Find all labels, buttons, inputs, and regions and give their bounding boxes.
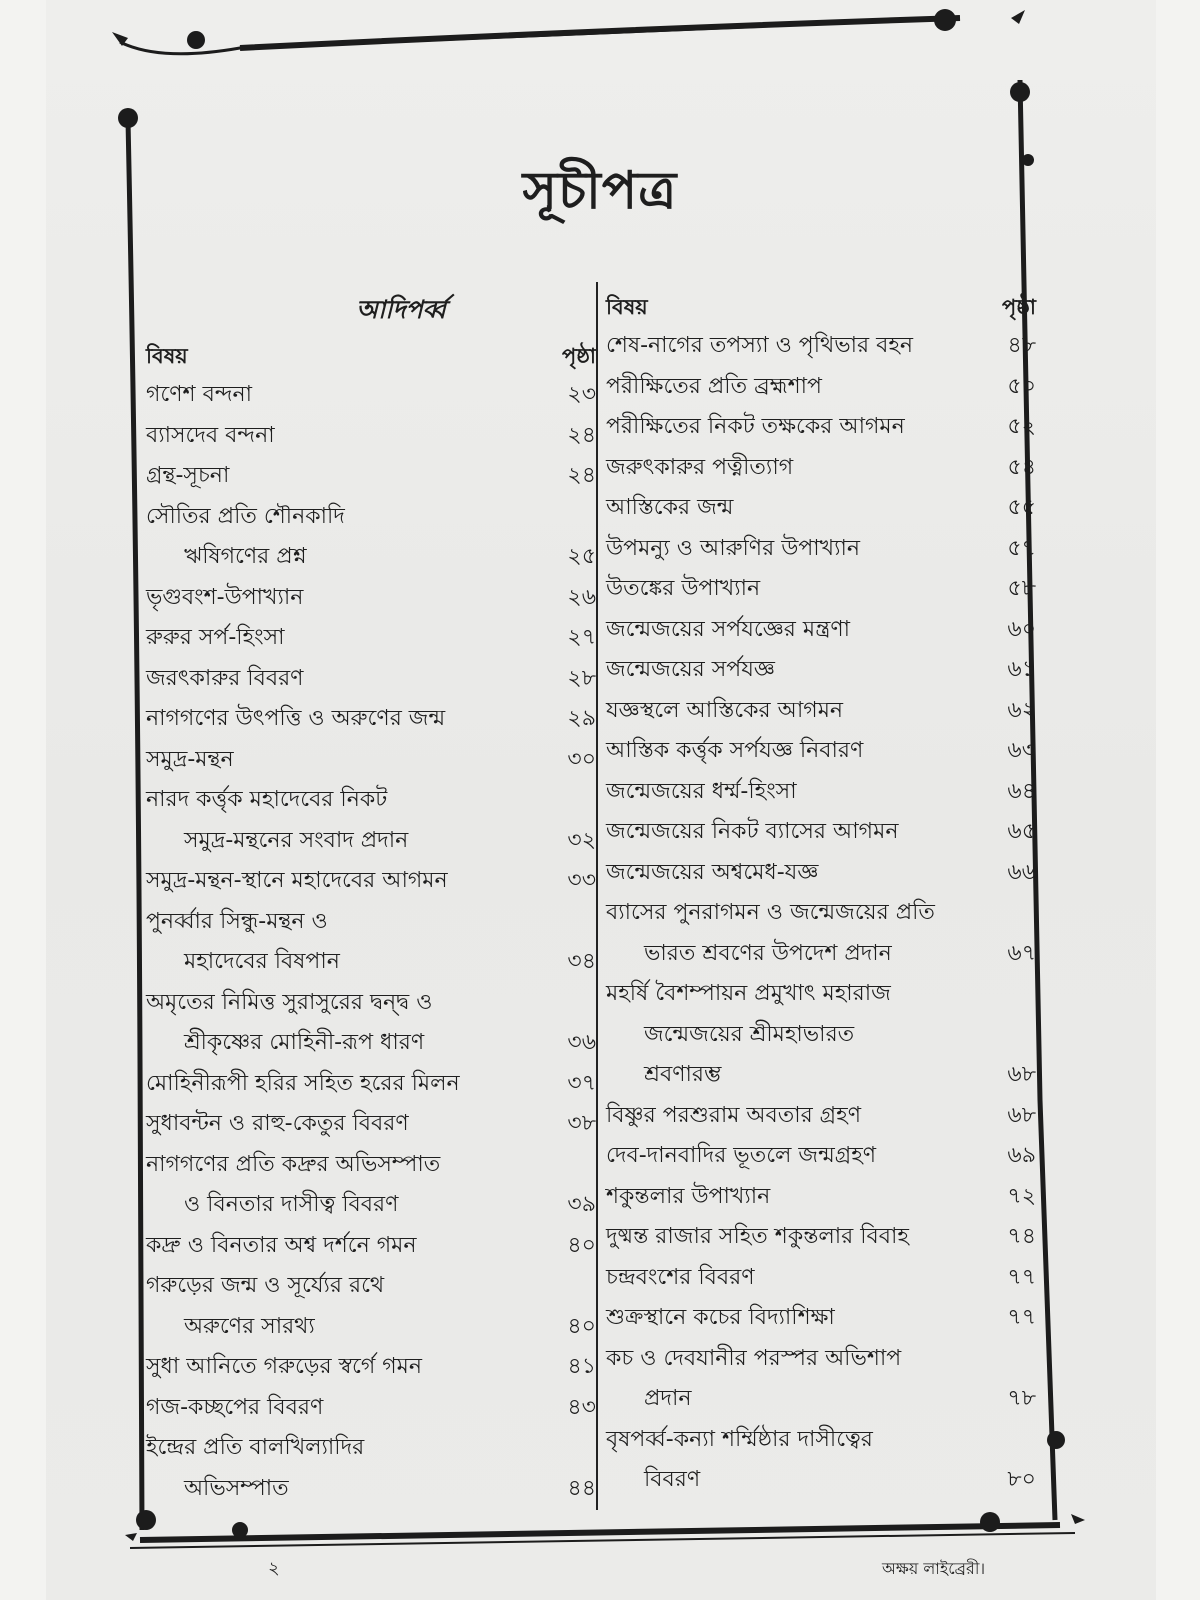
toc-entry [146, 456, 596, 497]
toc-entry [146, 1428, 596, 1469]
toc-entry [606, 1177, 1036, 1218]
entry-page: ৪৪ [567, 1475, 596, 1501]
entry-title: জন্মেজয়ের ধর্ম্ম-হিংসা [606, 778, 797, 804]
toc-entry [146, 618, 596, 659]
entry-title: ব্যাসদেব বন্দনা [146, 422, 275, 448]
entry-page: ৬৮ [1007, 1062, 1036, 1087]
toc-entry [146, 1307, 596, 1348]
toc-entry [606, 1460, 1036, 1501]
entry-title: নারদ কর্ত্তৃক মহাদেবের নিকট [146, 787, 388, 812]
entry-page: ৭২ [1007, 1183, 1036, 1209]
toc-entry [606, 731, 1036, 772]
entry-title: অভিসম্পাত [184, 1475, 289, 1501]
entry-title: বিষ্ণুর পরশুরাম অবতার গ্রহণ [606, 1102, 862, 1128]
entry-title: দেব-দানবাদির ভূতলে জন্মগ্রহণ [606, 1143, 877, 1168]
toc-entry [606, 1136, 1036, 1177]
entry-title: উতঙ্কের উপাখ্যান [606, 576, 761, 601]
entry-title: শ্রবণারম্ভ [644, 1062, 722, 1087]
toc-entry [146, 902, 596, 943]
entry-page: ২৮ [567, 665, 596, 691]
toc-entry [606, 853, 1036, 894]
entry-page: ৩৮ [567, 1111, 596, 1136]
page-header: পৃষ্ঠা [1001, 295, 1036, 319]
toc-entry [146, 861, 596, 902]
entry-page: ৬১ [1007, 657, 1036, 682]
toc-entry [146, 1266, 596, 1307]
entry-title: গজ-কচ্ছপের বিবরণ [146, 1394, 324, 1420]
entry-page: ৬৩ [1007, 738, 1036, 763]
toc-entry [146, 1388, 596, 1429]
toc-entry [146, 740, 596, 781]
page-header: পৃষ্ঠা [561, 344, 596, 368]
page-number: ২ [268, 1558, 280, 1579]
entry-title: ভৃগুবংশ-উপাখ্যান [146, 584, 304, 610]
entry-page: ৩৭ [567, 1070, 596, 1096]
toc-entry [606, 1298, 1036, 1339]
entry-title: আস্তিকের জন্ম [606, 495, 734, 520]
toc-entry [606, 1096, 1036, 1137]
toc-entry [606, 1339, 1036, 1380]
entry-page: ৫২ [1007, 414, 1036, 439]
entry-page: ৭৪ [1007, 1224, 1036, 1249]
entry-page: ৭৮ [1007, 1386, 1036, 1411]
toc-entry [606, 934, 1036, 975]
entry-page: ৬০ [1007, 616, 1036, 642]
entry-page: ৭৭ [1007, 1264, 1036, 1290]
entry-title: ও বিনতার দাসীত্ব বিবরণ [184, 1192, 399, 1217]
entry-page: ৩২ [567, 827, 596, 853]
entry-title: গ্রন্থ-সূচনা [146, 463, 230, 488]
entry-title: জন্মেজয়ের শ্রীমহাভারত [644, 1021, 855, 1047]
toc-entry [606, 488, 1036, 529]
entry-page: ৩৩ [567, 868, 596, 893]
entry-title: সমুদ্র-মন্থনের সংবাদ প্রদান [184, 827, 409, 853]
entry-title: ঋষিগণের প্রশ্ন [184, 544, 307, 569]
toc-entry [606, 772, 1036, 813]
toc-entry [606, 1015, 1036, 1056]
entry-title: শেষ-নাগের তপস্যা ও পৃথিভার বহন [606, 333, 914, 358]
column-divider [596, 282, 598, 1510]
entry-title: নাগগণের প্রতি কদ্রুর অভিসম্পাত [146, 1151, 441, 1177]
toc-entry [146, 375, 596, 416]
entry-title: দুষ্মন্ত রাজার সহিত শকুন্তলার বিবাহ [606, 1224, 909, 1249]
subject-header: বিষয় [606, 295, 648, 319]
entry-title: আস্তিক কর্ত্তৃক সর্পযজ্ঞ নিবারণ [606, 738, 864, 763]
entry-page: ৪৮ [1007, 333, 1036, 358]
toc-entry [146, 1226, 596, 1267]
toc-entry [606, 569, 1036, 610]
entry-title: গণেশ বন্দনা [146, 382, 252, 407]
toc-list [146, 375, 596, 1509]
entry-title: মোহিনীরূপী হরির সহিত হরের মিলন [146, 1070, 460, 1096]
entry-page: ৪১ [567, 1354, 596, 1379]
toc-entry [146, 416, 596, 457]
entry-page: ৬৪ [1007, 778, 1036, 804]
entry-title: জরৎকারুর বিবরণ [146, 665, 304, 691]
entry-page: ৩৪ [567, 949, 596, 974]
entry-page: ৬২ [1007, 697, 1036, 723]
toc-entry [146, 983, 596, 1024]
toc-entry [606, 1420, 1036, 1461]
entry-title: সমুদ্র-মন্থন-স্থানে মহাদেবের আগমন [146, 868, 448, 893]
entry-title: শকুন্তলার উপাখ্যান [606, 1183, 771, 1209]
entry-title: সৌতির প্রতি শৌনকাদি [146, 503, 345, 529]
toc-entry [146, 1469, 596, 1510]
toc-entry [606, 610, 1036, 651]
entry-page: ২৯ [567, 706, 596, 731]
toc-entry [606, 407, 1036, 448]
subject-header: বিষয় [146, 344, 188, 368]
toc-entry [146, 1104, 596, 1145]
entry-page: ২৭ [567, 625, 596, 650]
entry-page: ৮০ [1007, 1467, 1036, 1492]
entry-title: ভারত শ্রবণের উপদেশ প্রদান [644, 940, 892, 966]
entry-title: জরুৎকারুর পত্নীত্যাগ [606, 454, 794, 480]
toc-entry [606, 448, 1036, 489]
toc-entry [606, 650, 1036, 691]
toc-entry [606, 367, 1036, 408]
entry-title: জন্মেজয়ের সর্পযজ্ঞের মন্ত্রণা [606, 616, 851, 642]
entry-page: ৪০ [567, 1232, 596, 1258]
entry-title: পরীক্ষিতের প্রতি ব্রহ্মশাপ [606, 373, 822, 399]
entry-page: ৫৮ [1007, 576, 1036, 601]
toc-entry [606, 1379, 1036, 1420]
entry-title: জন্মেজয়ের নিকট ব্যাসের আগমন [606, 819, 899, 844]
toc-entry [606, 1217, 1036, 1258]
toc-header [606, 270, 1036, 326]
toc-entry [146, 821, 596, 862]
entry-title: কদ্রু ও বিনতার অশ্ব দর্শনে গমন [146, 1232, 417, 1258]
entry-title: নাগগণের উৎপত্তি ও অরুণের জন্ম [146, 706, 446, 731]
entry-title: পুনর্ব্বার সিন্ধু-মন্থন ও [146, 908, 328, 934]
toc-entry [606, 893, 1036, 934]
entry-page: ৬৭ [1007, 940, 1036, 966]
entry-page: ৩৬ [567, 1030, 596, 1055]
entry-title: ব্যাসের পুনরাগমন ও জন্মেজয়ের প্রতি [606, 900, 935, 925]
entry-page: ৫৫ [1007, 495, 1036, 520]
entry-title: ইন্দ্রের প্রতি বালখিল্যাদির [146, 1435, 365, 1460]
entry-title: পরীক্ষিতের নিকট তক্ষকের আগমন [606, 414, 905, 439]
entry-title: শ্রীকৃষ্ণের মোহিনী-রূপ ধারণ [184, 1030, 425, 1055]
entry-page: ৫০ [1007, 373, 1036, 399]
toc-entry [606, 529, 1036, 570]
toc-entry [606, 1055, 1036, 1096]
entry-title: সমুদ্র-মন্থন [146, 746, 234, 772]
toc-entry [146, 578, 596, 619]
entry-page: ৬৫ [1007, 819, 1036, 844]
toc-entry [146, 537, 596, 578]
entry-title: শুক্রস্থানে কচের বিদ্যাশিক্ষা [606, 1305, 835, 1330]
entry-page: ৪০ [567, 1313, 596, 1339]
entry-page: ২৪ [567, 422, 596, 448]
publisher-name: অক্ষয় লাইব্রেরী। [882, 1559, 986, 1578]
entry-title: গরুড়ের জন্ম ও সূর্য্যের রথে [146, 1273, 385, 1298]
toc-right-column [606, 270, 1036, 1501]
toc-entry [146, 497, 596, 538]
entry-page: ২৫ [567, 544, 596, 569]
entry-page: ২৬ [567, 584, 596, 610]
toc-entry [146, 699, 596, 740]
entry-page: ২৩ [567, 382, 596, 407]
toc-entry [606, 691, 1036, 732]
entry-title: সুধা আনিতে গরুড়ের স্বর্গে গমন [146, 1354, 423, 1379]
toc-entry [146, 659, 596, 700]
entry-page: ৬৮ [1007, 1102, 1036, 1128]
entry-title: জন্মেজয়ের অশ্বমেধ-যজ্ঞ [606, 859, 819, 885]
entry-title: রুরুর সর্প-হিংসা [146, 625, 285, 650]
entry-page: ৪৩ [567, 1394, 596, 1420]
page-title: সূচীপত্র [522, 161, 678, 221]
entry-title: যজ্ঞস্থলে আস্তিকের আগমন [606, 697, 844, 723]
toc-entry [606, 812, 1036, 853]
toc-header [146, 337, 596, 375]
entry-page: ৫৭ [1007, 535, 1036, 561]
entry-title: কচ ও দেবযানীর পরস্পর অভিশাপ [606, 1345, 902, 1371]
toc-left-column [146, 290, 596, 1509]
entry-title: অরুণের সারথ্য [184, 1313, 315, 1339]
entry-page: ৬৬ [1007, 859, 1036, 885]
entry-title: অমৃতের নিমিত্ত সুরাসুরের দ্বন্দ্ব ও [146, 989, 433, 1015]
toc-entry [146, 1145, 596, 1186]
entry-title: বৃষপর্ব্ব-কন্যা শর্ম্মিষ্ঠার দাসীত্বের [606, 1426, 873, 1452]
entry-title: উপমন্যু ও আরুণির উপাখ্যান [606, 535, 860, 561]
toc-entry [146, 1347, 596, 1388]
toc-entry [146, 1185, 596, 1226]
toc-entry [146, 780, 596, 821]
section-title: আদিপর্ব্ব [356, 295, 446, 324]
entry-page: ৫৪ [1007, 454, 1036, 480]
entry-page: ৬৯ [1007, 1143, 1036, 1168]
entry-title: জন্মেজয়ের সর্পযজ্ঞ [606, 657, 775, 682]
entry-title: প্রদান [644, 1386, 692, 1411]
toc-entry [146, 1023, 596, 1064]
entry-page: ৩৯ [567, 1192, 596, 1217]
entry-title: চন্দ্রবংশের বিবরণ [606, 1264, 755, 1290]
toc-list [606, 326, 1036, 1501]
toc-entry [606, 974, 1036, 1015]
entry-title: বিবরণ [644, 1467, 701, 1492]
toc-entry [146, 1064, 596, 1105]
entry-page: ২৪ [567, 463, 596, 488]
entry-title: মহর্ষি বৈশম্পায়ন প্রমুখাৎ মহারাজ [606, 981, 891, 1006]
toc-entry [146, 942, 596, 983]
entry-page: ৭৭ [1007, 1305, 1036, 1330]
entry-title: মহাদেবের বিষপান [184, 949, 340, 974]
toc-entry [606, 326, 1036, 367]
entry-title: সুধাবন্টন ও রাহু-কেতুর বিবরণ [146, 1111, 409, 1136]
toc-entry [606, 1258, 1036, 1299]
entry-page: ৩০ [567, 746, 596, 772]
